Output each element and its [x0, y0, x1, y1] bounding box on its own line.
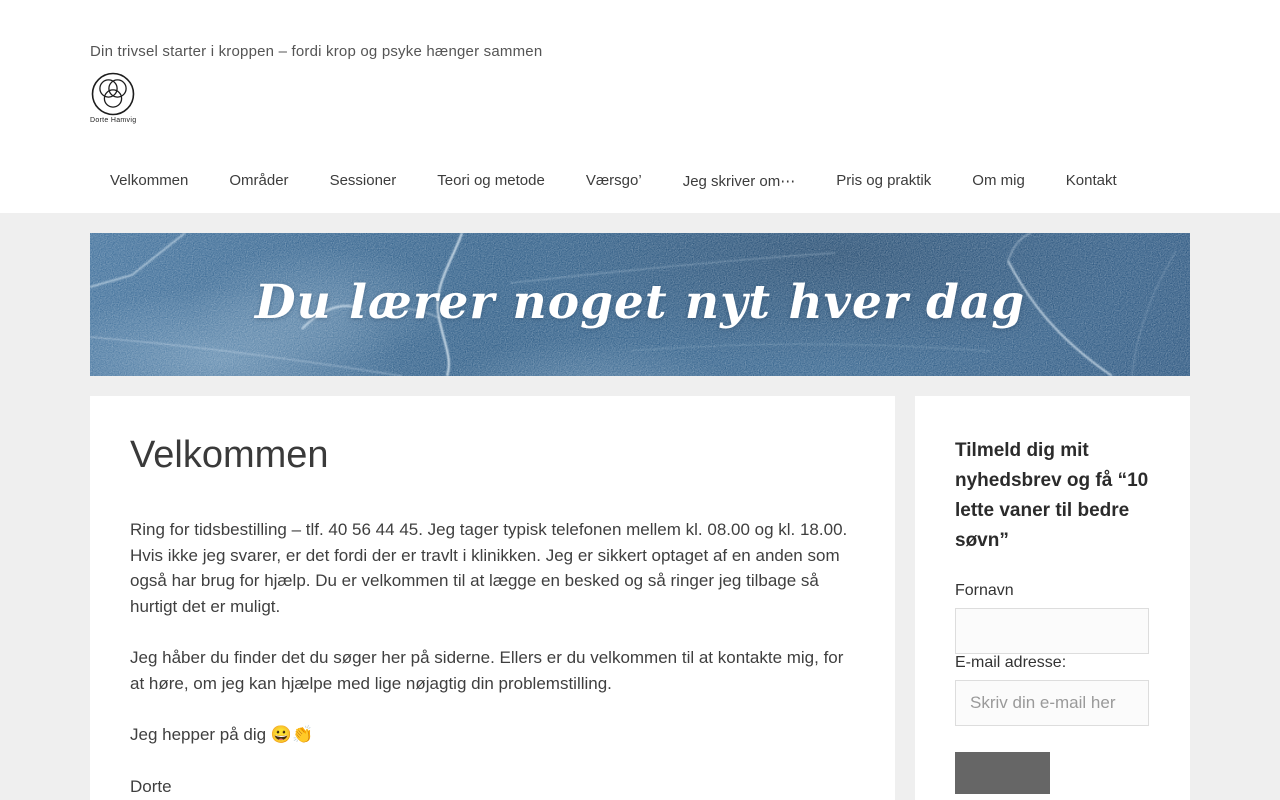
first-name-label: Fornavn	[955, 582, 1014, 599]
header-branding	[0, 0, 1280, 127]
paragraph-cheer: Jeg hepper på dig 😀👏	[130, 725, 314, 744]
nav-item-jeg-skriver-om[interactable]: Jeg skriver om⋯	[682, 173, 796, 190]
page-title: Velkommen	[130, 434, 329, 476]
nav-item-vaersgo[interactable]: Værsgo’	[585, 172, 642, 189]
paragraph-booking: Ring for tidsbestilling – tlf. 40 56 44 45. Jeg tager typisk telefonen mellem kl. 08.00 og kl. 18.00. Hvis ikke jeg svarer, er det fordi der er travlt i klinikken. Jeg er sikkert optaget af en anden som også har brug for hjælp. Du er velkommen til at lægge en besked og så ringer jeg tilbage så hurtigt det er muligt.	[130, 520, 848, 616]
newsletter-heading: Tilmeld dig mit nyhedsbrev og få “10 lette vaner til bedre søvn”	[955, 440, 1149, 551]
nav-item-om-mig[interactable]: Om mig	[972, 172, 1025, 189]
hero-banner	[90, 233, 1190, 376]
newsletter-form	[955, 582, 1150, 794]
main-content-card	[90, 396, 895, 800]
nav-item-pris-og-praktik[interactable]: Pris og praktik	[836, 172, 932, 189]
nav-item-kontakt[interactable]: Kontakt	[1065, 172, 1117, 189]
hero-quote: Du lærer noget nyt hver dag	[254, 275, 1026, 330]
site-tagline: Din trivsel starter i kroppen – fordi krop og psyke hænger sammen	[90, 43, 543, 60]
signature-name: Dorte	[130, 776, 172, 796]
site-header	[0, 0, 1280, 213]
paragraph-contact: Jeg håber du finder det du søger her på siderne. Ellers er du velkommen til at kontakte mig, for at høre, om jeg kan hjælpe med lige nøjagtig din problemstilling.	[130, 648, 844, 693]
nav-item-teori-og-metode[interactable]: Teori og metode	[437, 172, 545, 189]
logo-text: Dorte Hamvig	[90, 117, 137, 124]
site-logo[interactable]	[90, 72, 136, 125]
newsletter-sidebar	[915, 396, 1190, 800]
nav-item-sessioner[interactable]: Sessioner	[329, 172, 397, 189]
first-name-input[interactable]	[955, 608, 1149, 654]
subscribe-button[interactable]	[955, 752, 1050, 794]
logo-rings-icon	[90, 72, 136, 116]
content-row	[90, 396, 1190, 800]
email-input[interactable]	[955, 680, 1149, 726]
email-label: E-mail adresse:	[955, 654, 1067, 671]
nav-item-omraader[interactable]: Områder	[229, 172, 289, 189]
main-nav	[90, 172, 1190, 213]
nav-list	[90, 172, 1190, 213]
nav-item-velkommen[interactable]: Velkommen	[110, 172, 189, 189]
